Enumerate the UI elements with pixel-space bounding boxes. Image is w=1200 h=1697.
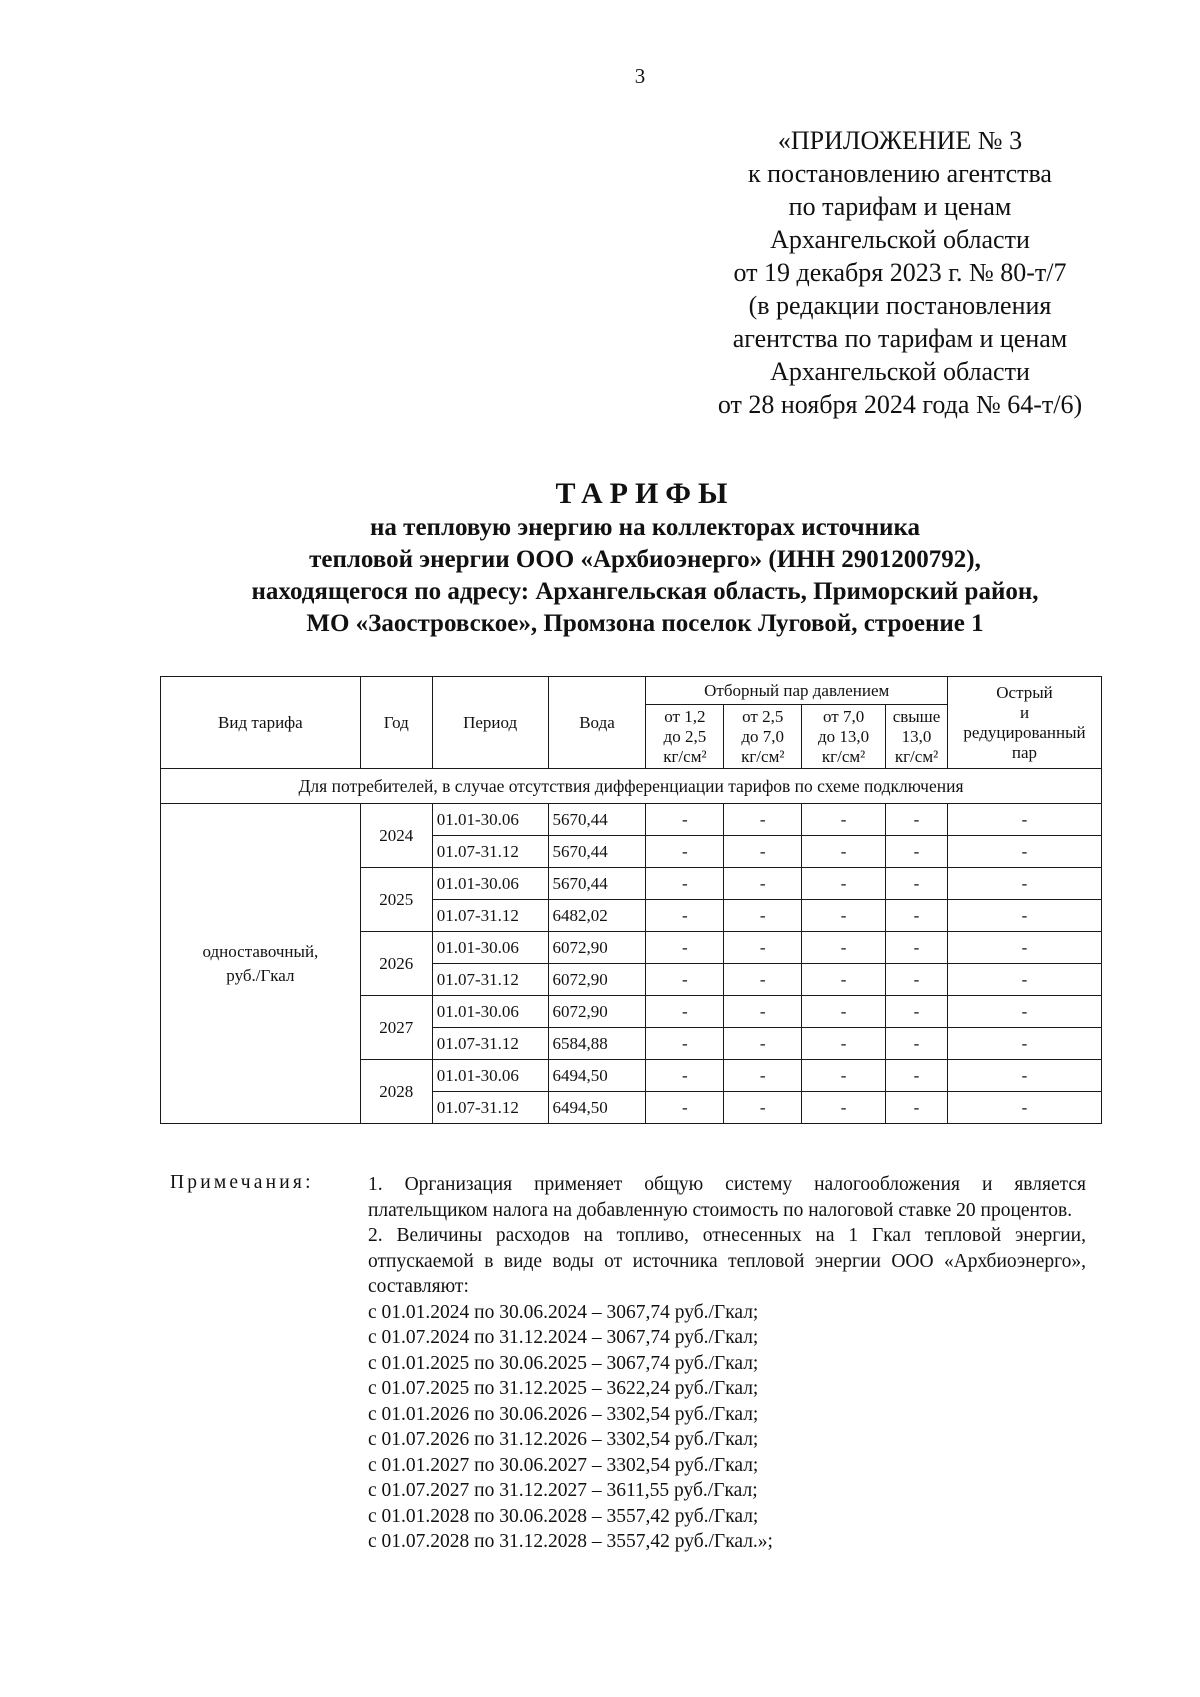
page-number: 3 xyxy=(634,64,646,88)
empty-value-cell: - xyxy=(947,1028,1101,1060)
tariff-type-cell xyxy=(161,804,361,1124)
period-cell: 01.01-30.06 xyxy=(432,868,548,900)
header-steam-over-13 xyxy=(886,705,948,769)
water-cell: 6584,88 xyxy=(548,1028,646,1060)
period-cell: 01.07-31.12 xyxy=(432,836,548,868)
period-cell: 01.07-31.12 xyxy=(432,964,548,996)
empty-value-cell: - xyxy=(646,932,724,964)
fuel-cost-line: с 01.01.2025 по 30.06.2025 – 3067,74 руб./Гкал; xyxy=(368,1352,759,1374)
appendix-line: от 28 ноября 2024 года № 64-т/6) xyxy=(717,390,1083,419)
empty-value-cell: - xyxy=(724,868,802,900)
empty-value-cell: - xyxy=(724,836,802,868)
period-cell: 01.07-31.12 xyxy=(432,1092,548,1124)
year-cell: 2027 xyxy=(360,996,432,1060)
water-cell: 6072,90 xyxy=(548,932,646,964)
empty-value-cell: - xyxy=(646,1092,724,1124)
period-cell: 01.07-31.12 xyxy=(432,900,548,932)
empty-value-cell: - xyxy=(802,804,886,836)
empty-value-cell: - xyxy=(646,1028,724,1060)
fuel-cost-list xyxy=(368,1300,1086,1555)
water-cell: 6482,02 xyxy=(548,900,646,932)
empty-value-cell: - xyxy=(886,996,948,1028)
note-2-intro: 2. Величины расходов на топливо, отнесенных на 1 Гкал тепловой энергии, отпускаемой в виде воды от источника тепловой энергии ООО «Архбиоэнерго», составляют: xyxy=(368,1225,1086,1297)
header-line: свыше xyxy=(892,706,941,726)
appendix-line: к постановлению агентства xyxy=(748,159,1052,188)
empty-value-cell: - xyxy=(886,804,948,836)
empty-value-cell: - xyxy=(802,900,886,932)
appendix-line: (в редакции постановления xyxy=(748,291,1052,320)
empty-value-cell: - xyxy=(802,964,886,996)
water-cell: 6072,90 xyxy=(548,964,646,996)
header-line: кг/см² xyxy=(894,746,939,766)
empty-value-cell: - xyxy=(724,804,802,836)
title-line: на тепловую энергию на коллекторах источника xyxy=(370,514,920,541)
title-line: находящегося по адресу: Архангельская область, Приморский район, xyxy=(251,578,1039,605)
header-line: до 13,0 xyxy=(818,726,870,746)
empty-value-cell: - xyxy=(947,804,1101,836)
appendix-line: по тарифам и ценам xyxy=(788,192,1012,221)
appendix-line: от 19 декабря 2023 г. № 80-т/7 xyxy=(733,258,1067,287)
header-sharp-line: пар xyxy=(1011,742,1038,762)
fuel-cost-line: с 01.01.2027 по 30.06.2027 – 3302,54 руб./Гкал; xyxy=(368,1454,759,1476)
period-cell: 01.01-30.06 xyxy=(432,804,548,836)
appendix-line: агентства по тарифам и ценам xyxy=(732,324,1068,353)
empty-value-cell: - xyxy=(646,804,724,836)
fuel-cost-line: с 01.01.2026 по 30.06.2026 – 3302,54 руб./Гкал; xyxy=(368,1403,759,1425)
tariff-type-line: одноставочный, xyxy=(202,941,319,961)
header-steam-group: Отборный пар давлением xyxy=(646,677,948,705)
water-cell: 5670,44 xyxy=(548,868,646,900)
header-line: от 7,0 xyxy=(822,706,865,726)
empty-value-cell: - xyxy=(646,900,724,932)
empty-value-cell: - xyxy=(724,1060,802,1092)
table-row xyxy=(161,804,1102,836)
header-sharp-line: редуцированный xyxy=(963,722,1086,742)
empty-value-cell: - xyxy=(646,1060,724,1092)
fuel-cost-line: с 01.01.2028 по 30.06.2028 – 3557,42 руб./Гкал; xyxy=(368,1505,759,1527)
header-line: от 1,2 xyxy=(664,706,706,726)
header-period: Период xyxy=(432,677,548,769)
empty-value-cell: - xyxy=(947,900,1101,932)
period-cell: 01.01-30.06 xyxy=(432,996,548,1028)
empty-value-cell: - xyxy=(886,964,948,996)
water-cell: 6494,50 xyxy=(548,1060,646,1092)
empty-value-cell: - xyxy=(724,1092,802,1124)
empty-value-cell: - xyxy=(947,932,1101,964)
empty-value-cell: - xyxy=(646,836,724,868)
empty-value-cell: - xyxy=(947,964,1101,996)
empty-value-cell: - xyxy=(724,900,802,932)
fuel-cost-line: с 01.07.2026 по 31.12.2026 – 3302,54 руб./Гкал; xyxy=(368,1429,759,1450)
water-cell: 5670,44 xyxy=(548,836,646,868)
period-cell: 01.01-30.06 xyxy=(432,1060,548,1092)
header-line: кг/см² xyxy=(821,746,866,766)
empty-value-cell: - xyxy=(802,996,886,1028)
water-cell: 6072,90 xyxy=(548,996,646,1028)
header-sharp-line: Острый xyxy=(996,682,1053,702)
water-cell: 6494,50 xyxy=(548,1092,646,1124)
header-year: Год xyxy=(360,677,432,769)
title-line: тепловой энергии ООО «Архбиоэнерго» (ИНН 2901200792), xyxy=(309,546,981,573)
empty-value-cell: - xyxy=(802,932,886,964)
empty-value-cell: - xyxy=(802,836,886,868)
period-cell: 01.01-30.06 xyxy=(432,932,548,964)
fuel-cost-line: с 01.07.2027 по 31.12.2027 – 3611,55 руб./Гкал; xyxy=(368,1480,758,1501)
year-cell: 2025 xyxy=(360,868,432,932)
fuel-cost-line: с 01.07.2024 по 31.12.2024 – 3067,74 руб./Гкал; xyxy=(368,1327,759,1348)
header-line: кг/см² xyxy=(741,746,785,766)
empty-value-cell: - xyxy=(724,996,802,1028)
water-cell: 5670,44 xyxy=(548,804,646,836)
notes xyxy=(368,1172,1086,1555)
empty-value-cell: - xyxy=(802,1092,886,1124)
header-sharp-line: и xyxy=(1019,702,1030,722)
appendix-line: Архангельской области xyxy=(770,357,1030,386)
header-line: до 2,5 xyxy=(663,726,707,746)
empty-value-cell: - xyxy=(947,1092,1101,1124)
empty-value-cell: - xyxy=(802,868,886,900)
empty-value-cell: - xyxy=(886,1060,948,1092)
title-line: МО «Заостровское», Промзона поселок Луговой, строение 1 xyxy=(306,610,984,637)
header-steam-1-2-5 xyxy=(646,705,724,769)
empty-value-cell: - xyxy=(646,868,724,900)
empty-value-cell: - xyxy=(886,932,948,964)
fuel-cost-line: с 01.01.2024 по 30.06.2024 – 3067,74 руб./Гкал; xyxy=(368,1301,759,1323)
empty-value-cell: - xyxy=(646,964,724,996)
header-steam-7-13 xyxy=(802,705,886,769)
empty-value-cell: - xyxy=(646,996,724,1028)
appendix-line: Архангельской области xyxy=(770,225,1030,254)
empty-value-cell: - xyxy=(802,1028,886,1060)
tariff-table xyxy=(160,676,1102,1124)
fuel-cost-line: с 01.07.2025 по 31.12.2025 – 3622,24 руб./Гкал; xyxy=(368,1378,759,1399)
empty-value-cell: - xyxy=(802,1060,886,1092)
year-cell: 2024 xyxy=(360,804,432,868)
header-line: до 7,0 xyxy=(741,726,785,746)
empty-value-cell: - xyxy=(724,932,802,964)
header-line: от 2,5 xyxy=(742,706,784,726)
header-water: Вода xyxy=(548,677,646,769)
title-main: ТАРИФЫ xyxy=(555,477,735,510)
empty-value-cell: - xyxy=(947,836,1101,868)
empty-value-cell: - xyxy=(886,900,948,932)
header-sharp-steam xyxy=(947,677,1101,769)
note-1: 1. Организация применяет общую систему налогообложения и является плательщиком налога на добавленную стоимость по налоговой ставке 20 процентов. xyxy=(368,1174,1086,1221)
section-row: Для потребителей, в случае отсутствия дифференциации тарифов по схеме подключения xyxy=(161,769,1102,804)
empty-value-cell: - xyxy=(886,1028,948,1060)
year-cell: 2028 xyxy=(360,1060,432,1124)
year-cell: 2026 xyxy=(360,932,432,996)
empty-value-cell: - xyxy=(724,1028,802,1060)
tariff-type-line: руб./Гкал xyxy=(226,965,295,985)
appendix-header xyxy=(690,124,1110,421)
empty-value-cell: - xyxy=(947,868,1101,900)
empty-value-cell: - xyxy=(886,836,948,868)
empty-value-cell: - xyxy=(886,868,948,900)
header-line: 13,0 xyxy=(901,726,932,746)
fuel-cost-line: с 01.07.2028 по 31.12.2028 – 3557,42 руб./Гкал.»; xyxy=(368,1531,773,1552)
empty-value-cell: - xyxy=(886,1092,948,1124)
header-tariff-type: Вид тарифа xyxy=(161,677,361,769)
empty-value-cell: - xyxy=(947,996,1101,1028)
document-title xyxy=(140,478,1150,640)
empty-value-cell: - xyxy=(947,1060,1101,1092)
header-line: кг/см² xyxy=(663,746,707,766)
appendix-line: «ПРИЛОЖЕНИЕ № 3 xyxy=(777,126,1023,155)
notes-label: Примечания: xyxy=(170,1172,314,1193)
header-steam-2-5-7 xyxy=(724,705,802,769)
empty-value-cell: - xyxy=(724,964,802,996)
period-cell: 01.07-31.12 xyxy=(432,1028,548,1060)
